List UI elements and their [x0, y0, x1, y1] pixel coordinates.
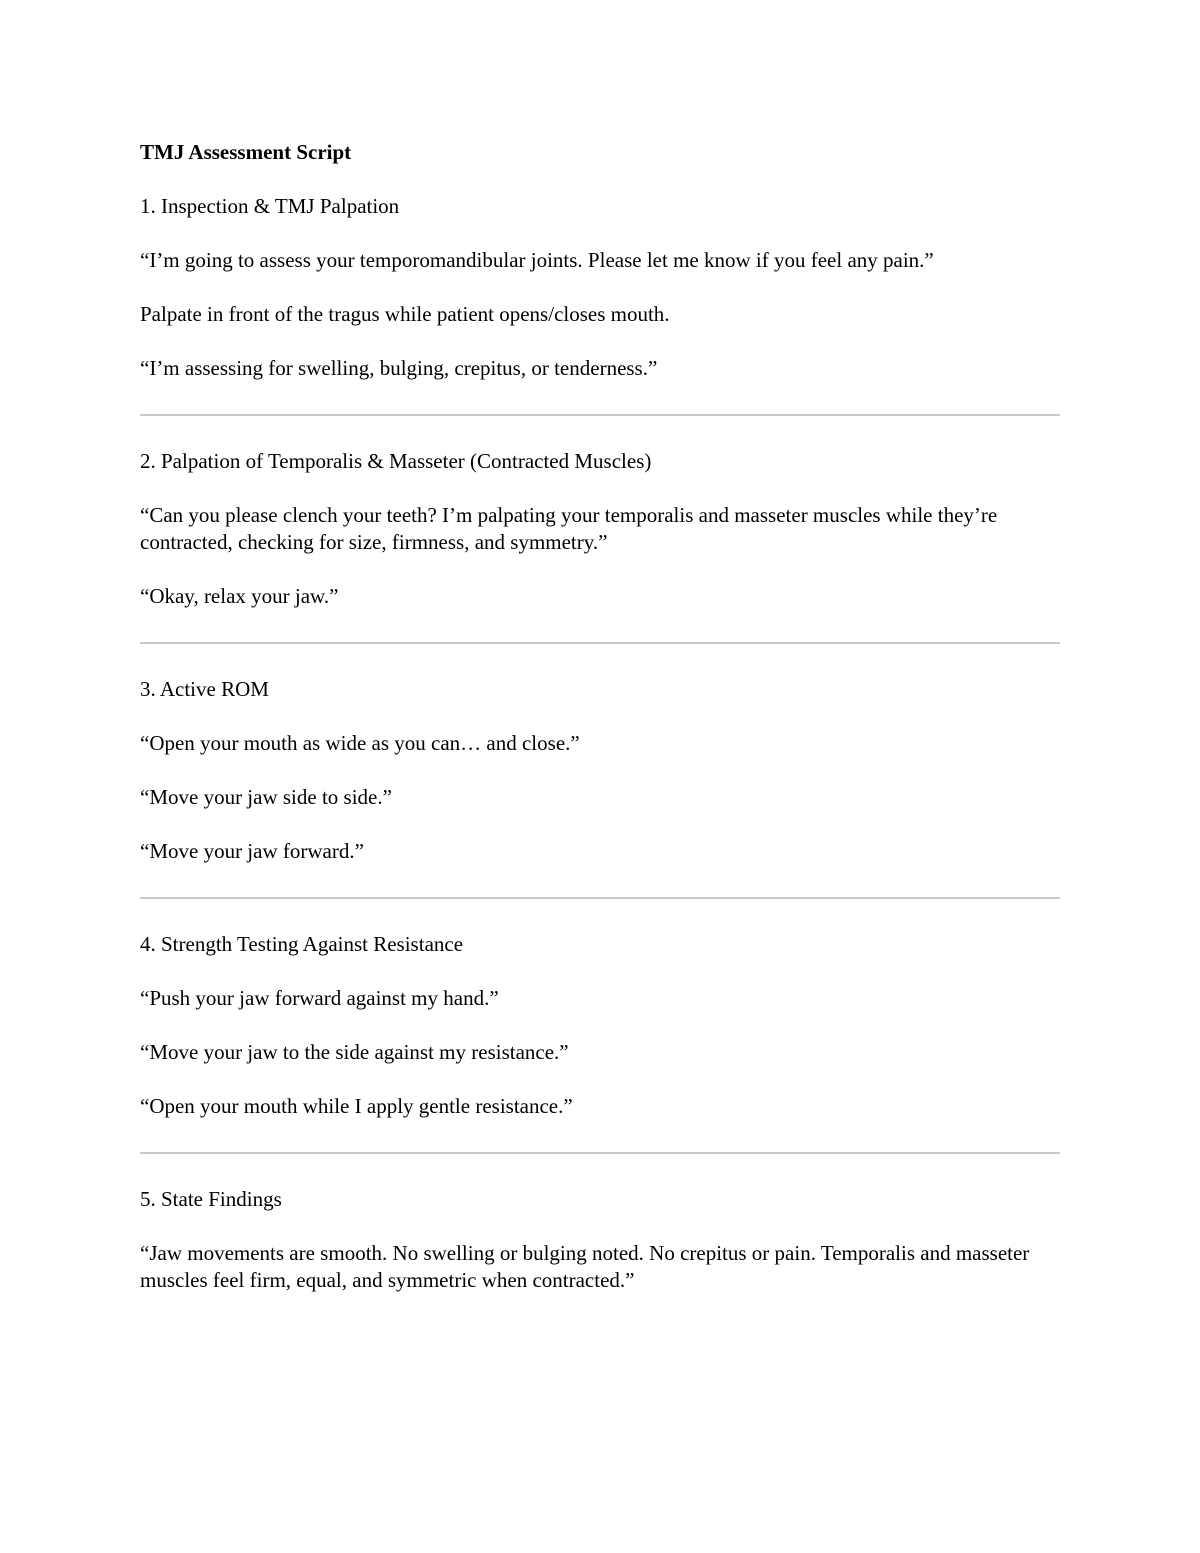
section-divider: [140, 1152, 1060, 1154]
document-title: TMJ Assessment Script: [140, 140, 352, 164]
script-line: “Can you please clench your teeth? I’m palpating your temporalis and masseter muscles while they’re contracted, checking for size, firmness, and symmetry.”: [140, 503, 998, 554]
script-line: “Move your jaw side to side.”: [140, 785, 392, 809]
instruction-line: Palpate in front of the tragus while patient opens/closes mouth.: [140, 302, 670, 326]
script-line: “I’m going to assess your temporomandibular joints. Please let me know if you feel any pain.”: [140, 248, 934, 272]
script-line: “Move your jaw to the side against my resistance.”: [140, 1040, 569, 1064]
section-strength-testing: [140, 931, 1060, 1120]
section-palpation-muscles: [140, 448, 1060, 610]
section-inspection: [140, 193, 1060, 382]
section-divider: [140, 642, 1060, 644]
script-line: “Open your mouth as wide as you can… and close.”: [140, 731, 580, 755]
script-line: “Push your jaw forward against my hand.”: [140, 986, 499, 1010]
section-divider: [140, 414, 1060, 416]
section-state-findings: [140, 1186, 1060, 1294]
section-heading: 5. State Findings: [140, 1187, 282, 1211]
script-line: “I’m assessing for swelling, bulging, crepitus, or tenderness.”: [140, 356, 658, 380]
script-line: “Jaw movements are smooth. No swelling or bulging noted. No crepitus or pain. Temporalis and masseter muscles feel firm, equal, and symmetric when contracted.”: [140, 1241, 1030, 1292]
script-line: “Okay, relax your jaw.”: [140, 584, 339, 608]
section-divider: [140, 897, 1060, 899]
section-active-rom: [140, 676, 1060, 865]
document-page: [140, 139, 1060, 1321]
section-heading: 3. Active ROM: [140, 677, 269, 701]
section-heading: 4. Strength Testing Against Resistance: [140, 932, 464, 956]
script-line: “Move your jaw forward.”: [140, 839, 364, 863]
section-heading: 1. Inspection & TMJ Palpation: [140, 194, 400, 218]
section-heading: 2. Palpation of Temporalis & Masseter (Contracted Muscles): [140, 449, 652, 473]
script-line: “Open your mouth while I apply gentle resistance.”: [140, 1094, 573, 1118]
